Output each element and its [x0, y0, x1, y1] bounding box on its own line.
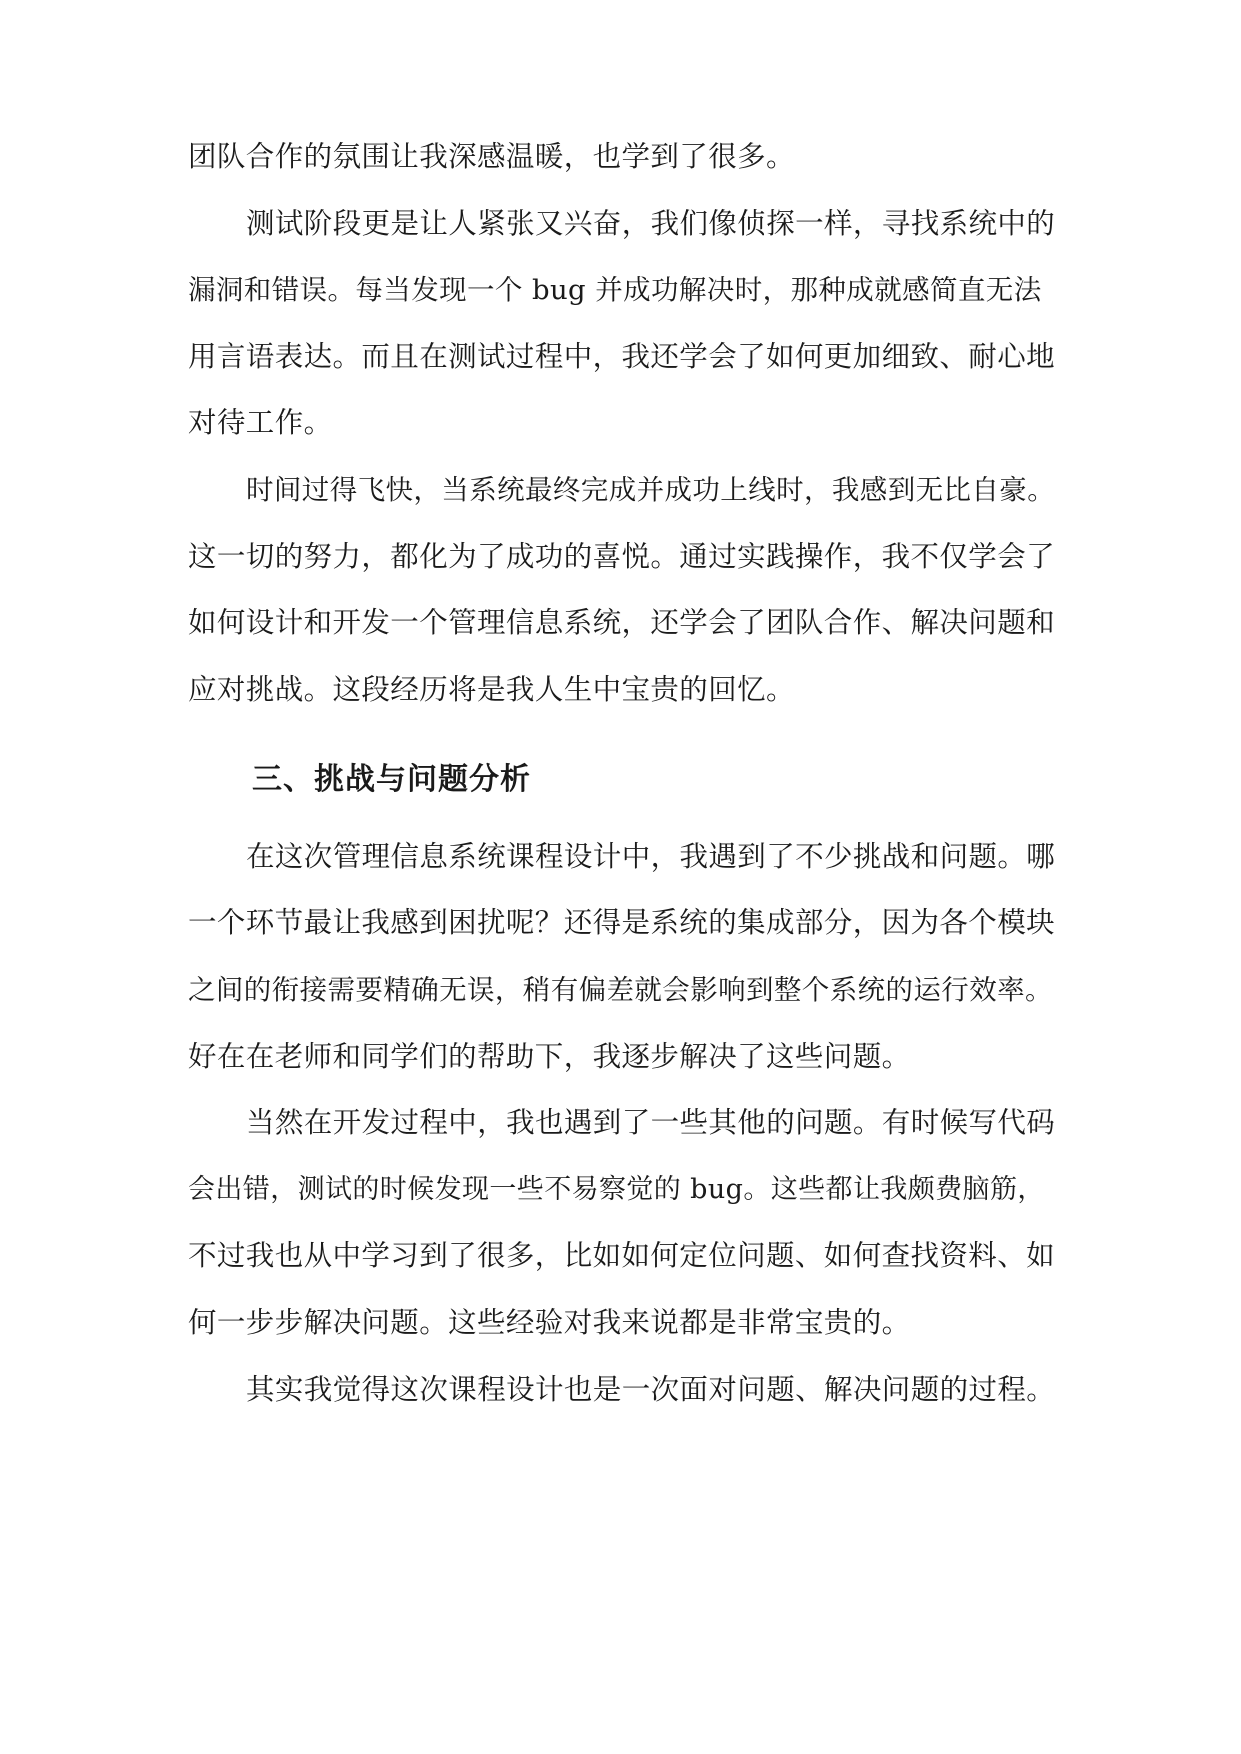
paragraph-line: 好在在老师和同学们的帮助下，我逐步解决了这些问题。: [188, 1040, 911, 1073]
paragraph-line: 何一步步解决问题。这些经验对我来说都是非常宝贵的。: [188, 1306, 911, 1339]
paragraph-line: 对待工作。: [188, 406, 333, 439]
paragraph-line: 一个环节最让我感到困扰呢？还得是系统的集成部分，因为各个模块: [188, 906, 1056, 939]
paragraph-line: 会出错，测试的时候发现一些不易察觉的 bug。这些都让我颇费脑筋，: [188, 1174, 1045, 1205]
paragraph-line: 团队合作的氛围让我深感温暖，也学到了很多。: [188, 140, 795, 173]
paragraph-line: 不过我也从中学习到了很多，比如如何定位问题、如何查找资料、如: [188, 1239, 1056, 1272]
paragraph-line: 当然在开发过程中，我也遇到了一些其他的问题。有时候写代码: [246, 1106, 1056, 1139]
paragraph-line: 在这次管理信息系统课程设计中，我遇到了不少挑战和问题。哪: [246, 840, 1056, 873]
paragraph-line: 测试阶段更是让人紧张又兴奋，我们像侦探一样，寻找系统中的: [246, 207, 1056, 240]
paragraph-line: 时间过得飞快，当系统最终完成并成功上线时，我感到无比自豪。: [246, 474, 1056, 506]
paragraph-line: 漏洞和错误。每当发现一个 bug 并成功解决时，那种成就感简直无法: [188, 274, 1042, 306]
paragraph-line: 之间的衔接需要精确无误，稍有偏差就会影响到整个系统的运行效率。: [188, 974, 1053, 1006]
paragraph-line: 用言语表达。而且在测试过程中，我还学会了如何更加细致、耐心地: [188, 340, 1056, 373]
paragraph-line: 如何设计和开发一个管理信息系统，还学会了团队合作、解决问题和: [188, 606, 1056, 639]
paragraph-line: 这一切的努力，都化为了成功的喜悦。通过实践操作，我不仅学会了: [188, 540, 1056, 573]
paragraph-line: 其实我觉得这次课程设计也是一次面对问题、解决问题的过程。: [246, 1373, 1056, 1406]
paragraph-line: 应对挑战。这段经历将是我人生中宝贵的回忆。: [188, 673, 795, 706]
section-heading: 三、挑战与问题分析: [252, 762, 531, 797]
